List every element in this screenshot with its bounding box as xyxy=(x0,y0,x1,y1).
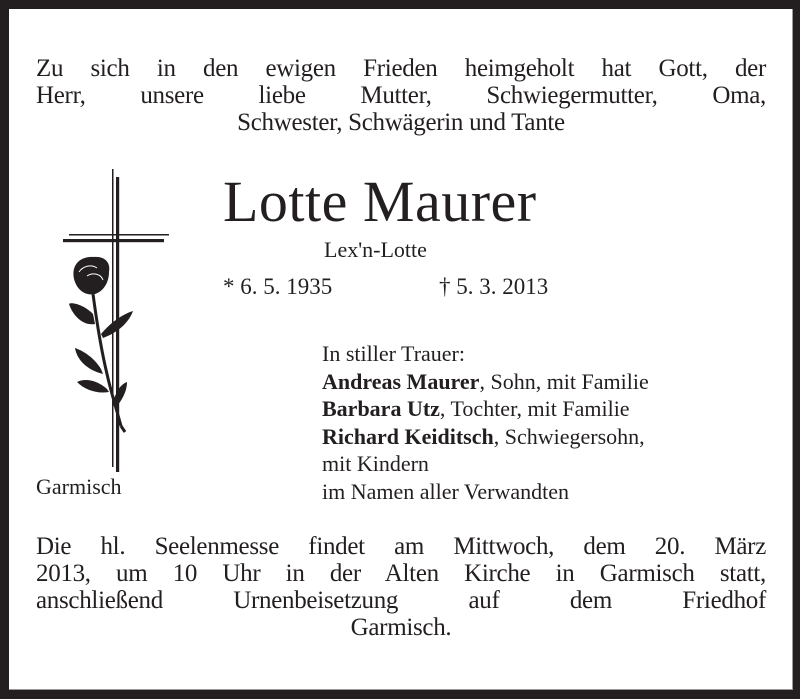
mourners-continuation: mit Kindern xyxy=(322,451,429,476)
mourner-entry xyxy=(322,395,649,423)
place-name: Garmisch xyxy=(36,474,122,499)
cross-with-rose-icon xyxy=(49,164,179,479)
mourners-heading: In stiller Trauer: xyxy=(322,341,465,366)
intro-line: Schwester, Schwägerin und Tante xyxy=(237,109,565,136)
intro-line: Zu sich in den ewigen Frieden heimgeholt hat Gott, der xyxy=(36,55,766,82)
mourner-relation: , Sohn, mit Familie xyxy=(479,368,649,394)
birth-date: * 6. 5. 1935 xyxy=(223,274,333,299)
mourner-name: Andreas Maurer xyxy=(322,368,480,394)
service-announcement xyxy=(36,533,766,641)
service-line: 2013, um 10 Uhr in der Alten Kirche in Garmisch statt, xyxy=(36,560,766,587)
mourner-relation: , Schwiegersohn, xyxy=(493,423,645,449)
mourner-entry xyxy=(322,368,649,396)
mourners-closing: im Namen aller Verwandten xyxy=(322,478,570,504)
mourner-name: Barbara Utz xyxy=(322,396,440,421)
mourner-entry xyxy=(322,423,649,451)
service-line: Die hl. Seelenmesse findet am Mittwoch, dem 20. März xyxy=(36,533,766,560)
intro-line: Herr, unsere liebe Mutter, Schwiegermutter, Oma, xyxy=(36,82,766,109)
intro-text xyxy=(36,55,766,136)
mourner-name: Richard Keiditsch xyxy=(322,423,494,449)
service-line: Garmisch. xyxy=(350,614,452,641)
obituary-notice xyxy=(9,9,793,690)
deceased-name: Lotte Maurer xyxy=(223,169,537,234)
mourner-relation: , Tochter, mit Familie xyxy=(439,396,630,421)
nickname: Lex'n-Lotte xyxy=(324,237,427,262)
death-date: † 5. 3. 2013 xyxy=(439,274,549,299)
mourners-list xyxy=(322,340,649,505)
service-line: anschließend Urnenbeisetzung auf dem Friedhof xyxy=(36,587,766,614)
